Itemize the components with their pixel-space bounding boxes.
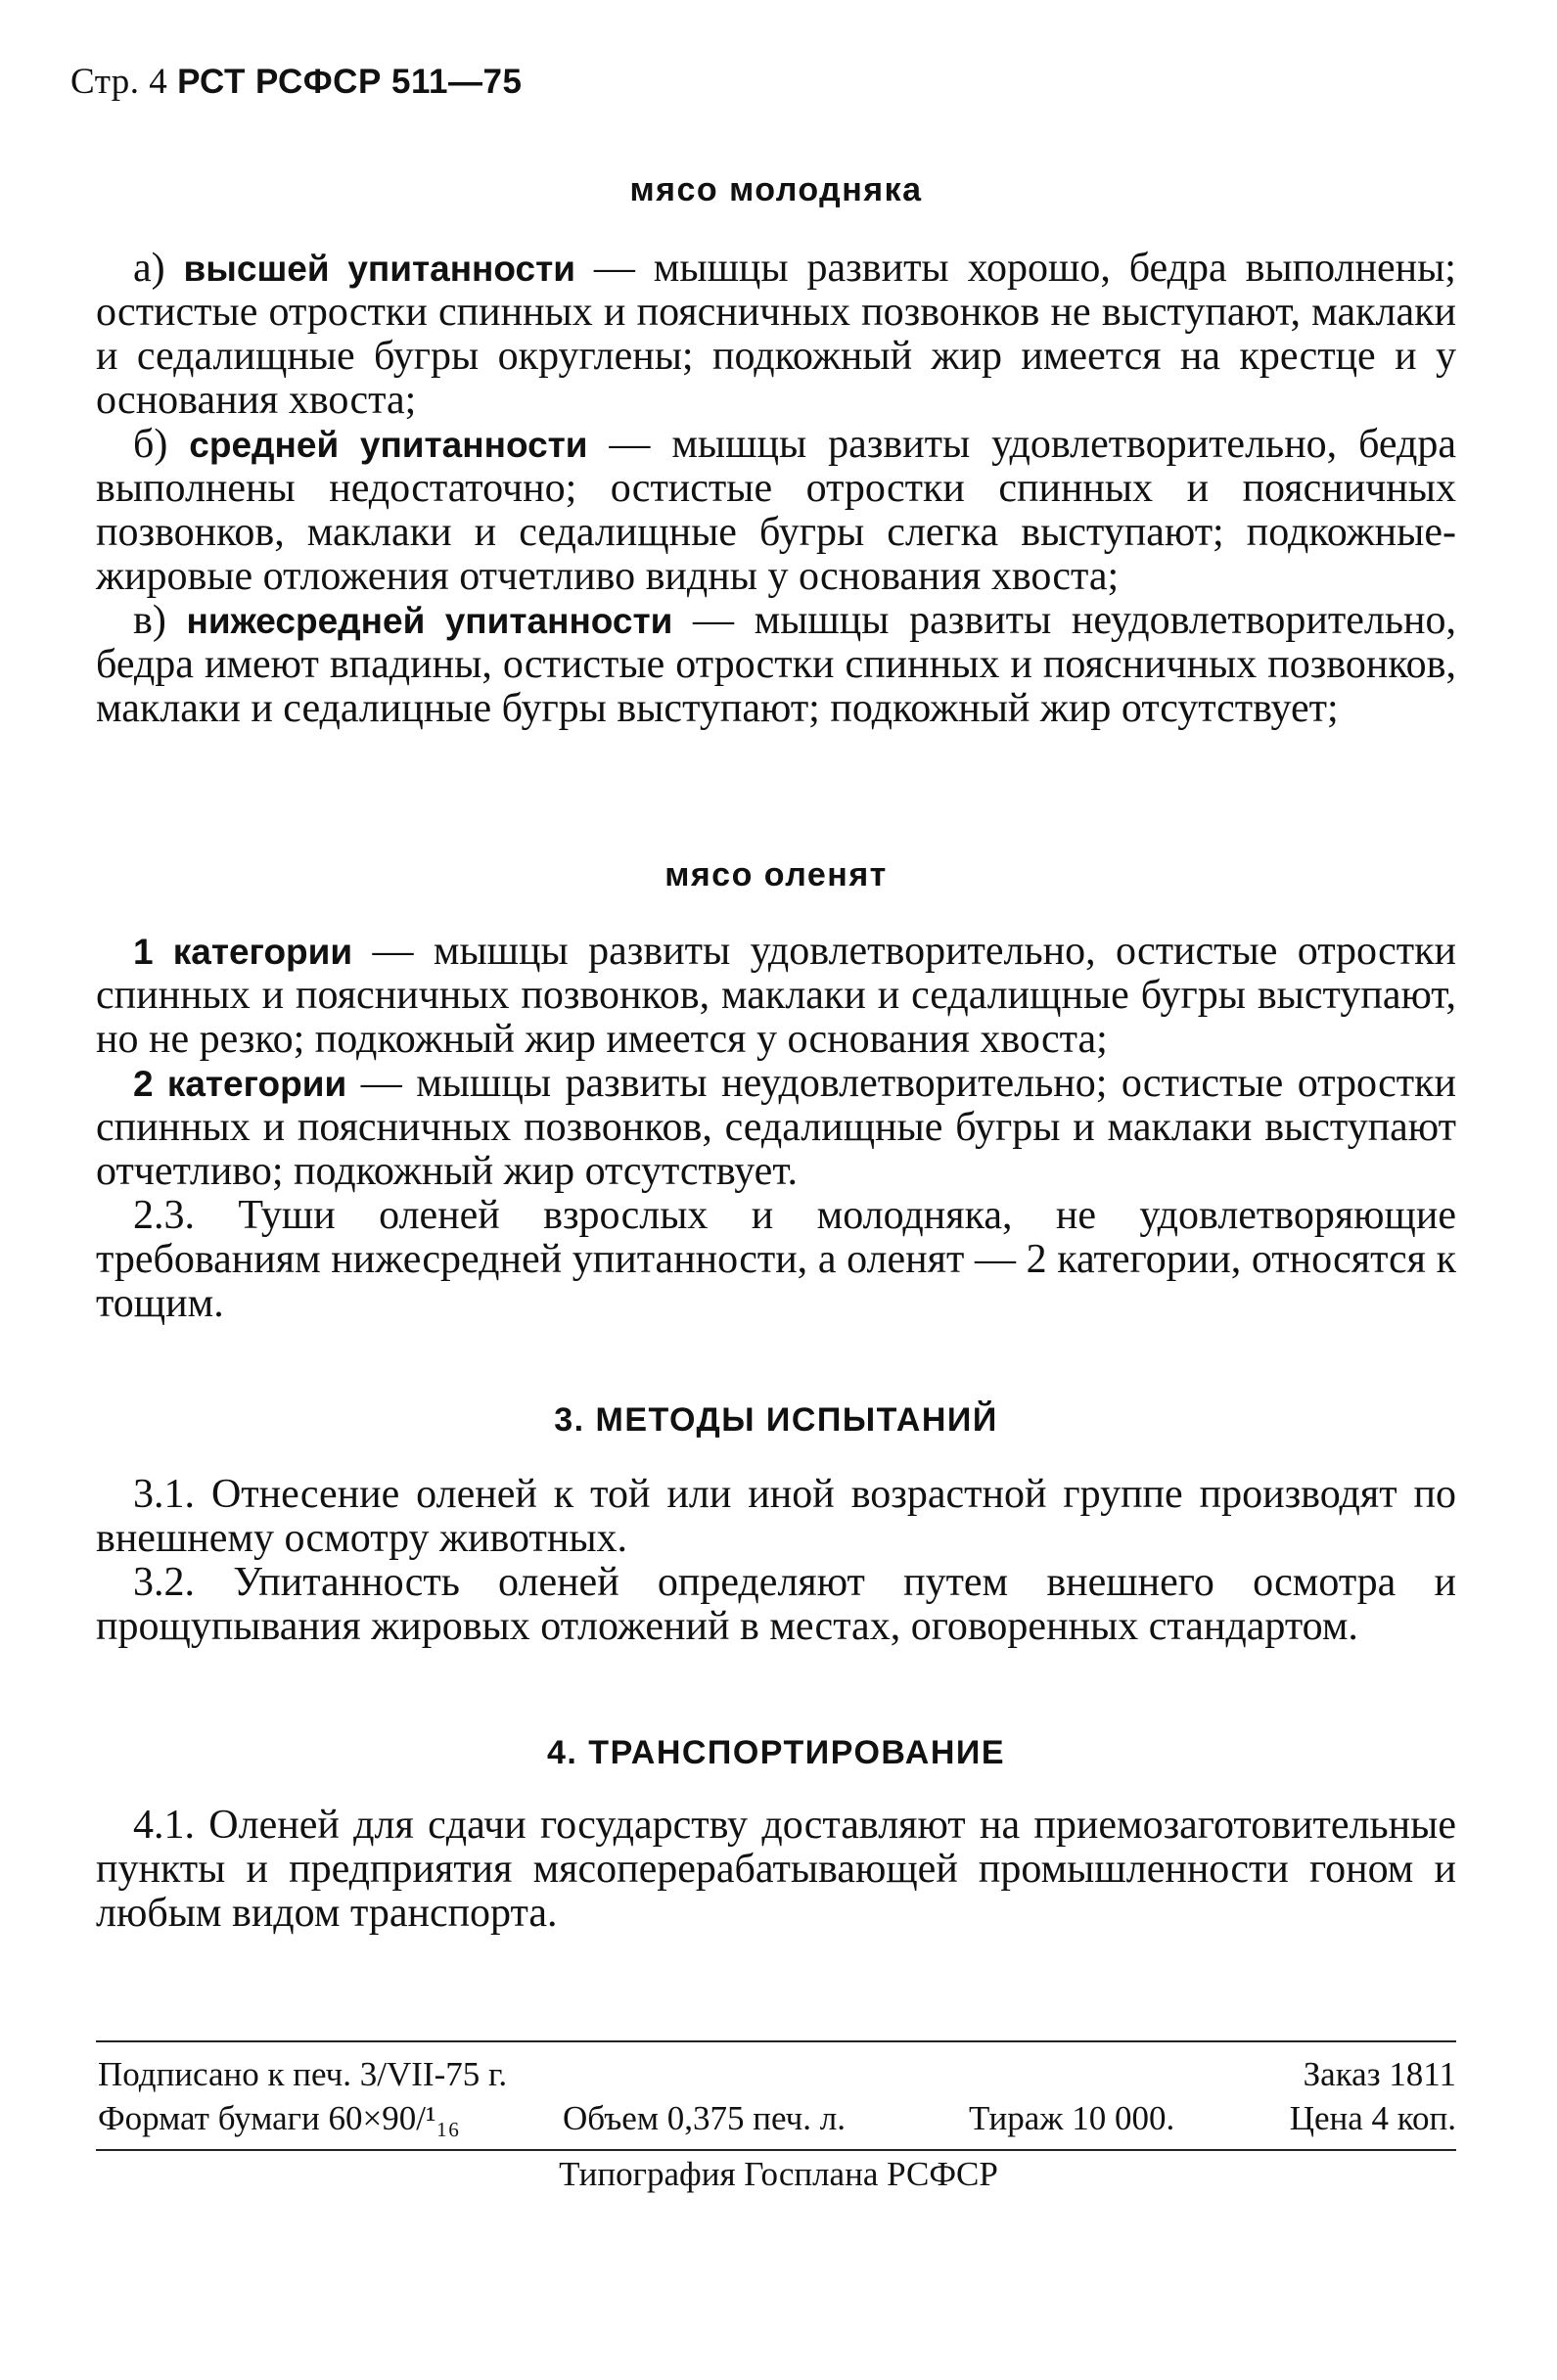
imprint-top-rule [96,2040,1456,2042]
item-text: — мышцы развиты хорошо, бедра выполнены; остистые отростки спинных и поясничных позвонков не выступают, маклаки и седалищные бугры округлены; подкожный жир имеется на крестце и у основания хвоста; [96,246,1456,423]
fawn-category-2 [96,1062,1456,1194]
item-term: нижесредней упитанности [186,601,673,641]
heading-section-3: 3. МЕТОДЫ ИСПЫТАНИЙ [554,1401,998,1439]
imprint-price: Цена 4 коп. [1289,2099,1456,2137]
imprint-volume: Объем 0,375 печ. л. [563,2099,846,2137]
section-3-body [96,1473,1456,1649]
young-item-a [96,247,1456,423]
item-text: — мышцы развиты удовлетворительно, остистые отростки спинных и поясничных позвонков, маклаки и седалищные бугры выступают, но не резко; подкожный жир имеется у основания хвоста; [96,929,1456,1062]
item-term: 2 категории [133,1064,347,1104]
paragraph-4-1 [96,1804,1456,1936]
paragraph-text: 3.2. Упитанность оленей определяют путем внешнего осмотра и прощупывания жировых отложений в местах, оговоренных стандартом. [96,1560,1456,1649]
section-4-body [96,1804,1456,1936]
fawn-meat-list [96,930,1456,1326]
item-text: — мышцы развиты неудовлетворительно; остистые отростки спинных и поясничных позвонков, седалищные бугры и маклаки выступают отчетливо; подкожный жир отсутствует. [96,1061,1456,1194]
young-item-b [96,423,1456,599]
fawn-category-1 [96,930,1456,1062]
item-term: средней упитанности [189,425,588,465]
page-number: Стр. 4 [70,62,178,102]
paragraph-text: 3.1. Отнесение оленей к той или иной возрастной группе производят по внешнему осмотру животных. [96,1472,1456,1561]
item-term: высшей упитанности [183,249,575,289]
young-meat-list [96,247,1456,731]
item-text: — мышцы развиты неудовлетворительно, бедра имеют впадины, остистые отростки спинных и поясничных позвонков, маклаки и седалицные бугры выступают; подкожный жир отсутствует; [96,598,1456,731]
heading-section-4: 4. ТРАНСПОРТИРОВАНИЕ [547,1734,1005,1771]
item-marker: а) [133,246,184,291]
paragraph-text: 4.1. Оленей для сдачи государству доставляют на приемозаготовительные пункты и предприятия мясоперерабатывающей промышленности гоном и любым видом транспорта. [96,1803,1456,1936]
item-term: 1 категории [133,932,353,972]
item-text: — мышцы развиты удовлетворительно, бедра выполнены недостаточно; остистые отростки спинных и поясничных позвонков, маклаки и седалищные бугры слегка выступают; подкожные-жировые отложения отчетливо видны у основания хвоста; [96,422,1456,599]
paragraph-text: 2.3. Туши оленей взрослых и молодняка, не удовлетворяющие требованиям нижесредней упитанности, а оленят — 2 категории, относятся к тощим. [96,1193,1456,1326]
item-marker: б) [133,422,190,467]
standard-code: РСТ РСФСР 511—75 [177,63,523,101]
page-header [70,61,522,103]
paragraph-3-2 [96,1561,1456,1649]
imprint-bottom-rule [96,2149,1456,2151]
imprint-signed: Подписано к печ. 3/VII-75 г. [98,2055,508,2093]
paragraph-3-1 [96,1473,1456,1561]
imprint-format: Формат бумаги 60×90/¹₁₆ [98,2099,460,2137]
paragraph-2-3 [96,1194,1456,1326]
imprint-printer: Типография Госплана РСФСР [559,2155,998,2193]
imprint-order: Заказ 1811 [1303,2055,1456,2093]
heading-fawn-meat: мясо оленят [664,856,888,893]
imprint-print-run: Тираж 10 000. [969,2099,1175,2137]
young-item-c [96,599,1456,731]
item-marker: в) [133,598,187,643]
heading-young-meat: мясо молодняка [629,171,923,208]
